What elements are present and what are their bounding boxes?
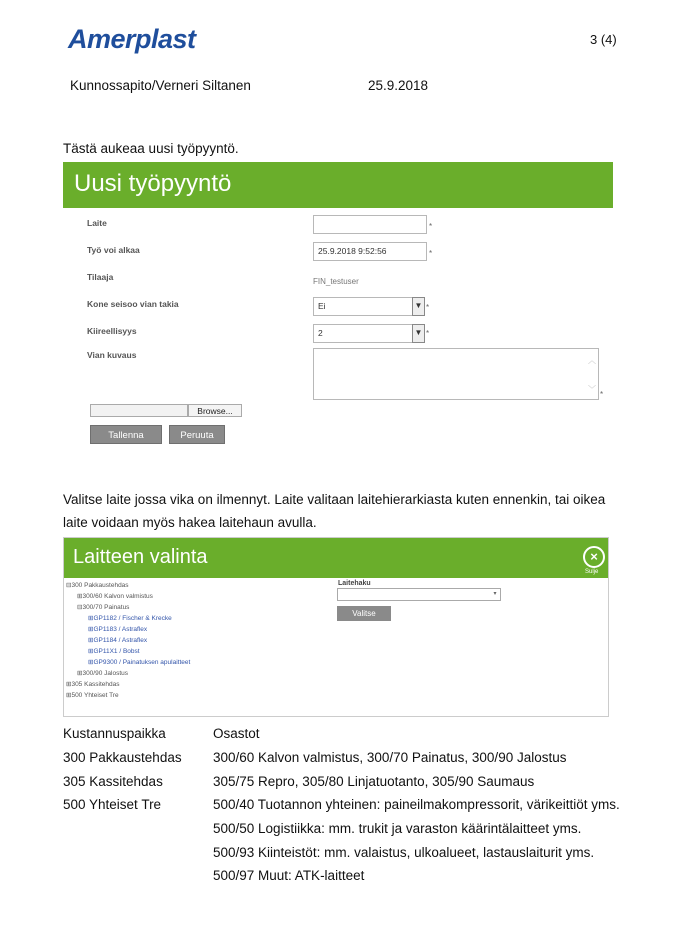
document-author: Kunnossapito/Verneri Siltanen — [70, 78, 251, 93]
valitse-button[interactable]: Valitse — [337, 606, 391, 621]
table-cell-departments: 500/50 Logistiikka: mm. trukit ja varaston käärintälaitteet yms. — [213, 821, 582, 836]
intro-text: Tästä aukeaa uusi työpyyntö. — [63, 141, 239, 156]
required-marker: * — [429, 222, 433, 231]
close-label: Sulje — [585, 569, 599, 575]
tree-node[interactable] — [66, 691, 119, 699]
table-cell-departments: 500/97 Muut: ATK-laitteet — [213, 868, 365, 883]
expand-icon[interactable]: ⊞ — [77, 670, 83, 677]
required-marker: * — [429, 249, 433, 258]
expand-icon[interactable]: ⊞ — [66, 681, 72, 688]
table-cell-departments: 500/40 Tuotannon yhteinen: paineilmakompressorit, värikeittiöt yms. — [213, 797, 620, 812]
tree-node[interactable] — [77, 603, 129, 611]
required-marker: * — [426, 303, 430, 312]
table-cell-cost-center: 300 Pakkaustehdas — [63, 750, 182, 765]
table-header-kustannuspaikka: Kustannuspaikka — [63, 726, 166, 741]
expand-icon[interactable]: ⊞ — [88, 626, 94, 633]
tree-node[interactable] — [88, 636, 147, 644]
expand-icon[interactable]: ⊞ — [88, 648, 94, 655]
tree-node[interactable] — [66, 581, 129, 589]
tree-node[interactable] — [88, 625, 147, 633]
kone-seisoo-value: Ei — [318, 301, 326, 311]
expand-icon[interactable]: ⊞ — [88, 637, 94, 644]
form-title: Uusi työpyyntö — [74, 170, 232, 197]
select-text-line1: Valitse laite jossa vika on ilmennyt. Laite valitaan laitehierarkiasta kuten ennenkin, tai oikea — [63, 492, 606, 507]
tree-node-label: GP1183 / Astraflex — [93, 626, 148, 633]
tree-node-label: 500 Yhteiset Tre — [71, 692, 119, 699]
page-number: 3 (4) — [590, 32, 617, 47]
tree-node[interactable] — [77, 592, 153, 600]
required-marker: * — [426, 329, 430, 338]
save-button[interactable]: Tallenna — [90, 425, 162, 444]
laite-label: Laite — [87, 218, 107, 228]
form-header — [63, 162, 613, 208]
tree-node-label: 305 Kassitehdas — [71, 681, 120, 688]
work-request-form — [63, 162, 613, 447]
browse-button[interactable]: Browse... — [188, 404, 242, 417]
tree-node-label: 300/60 Kalvon valmistus — [82, 593, 153, 600]
tree-node[interactable] — [88, 614, 172, 622]
vian-kuvaus-textarea[interactable] — [313, 348, 599, 400]
tree-node-label: 300/90 Jalostus — [82, 670, 128, 677]
kiireellisyys-label: Kiireellisyys — [87, 326, 137, 336]
tilaaja-label: Tilaaja — [87, 272, 114, 282]
table-cell-departments: 300/60 Kalvon valmistus, 300/70 Painatus, 300/90 Jalostus — [213, 750, 567, 765]
scroll-down-icon[interactable]: ﹀ — [588, 385, 596, 394]
chevron-down-icon[interactable]: ▼ — [412, 297, 425, 316]
cancel-button[interactable]: Peruuta — [169, 425, 225, 444]
tree-node-label: GP1184 / Astraflex — [93, 637, 148, 644]
tree-node[interactable] — [88, 658, 190, 666]
dialog-title: Laitteen valinta — [73, 546, 208, 568]
required-marker: * — [600, 390, 604, 399]
tree-node-label: 300/70 Painatus — [82, 604, 130, 611]
amerplast-logo: Amerplast — [68, 24, 196, 54]
expand-icon[interactable]: ⊞ — [88, 659, 94, 666]
tree-node-label: GP9300 / Painatuksen apulaitteet — [93, 659, 191, 666]
collapse-icon[interactable]: ⊟ — [66, 582, 72, 589]
expand-icon[interactable]: ⊞ — [77, 593, 83, 600]
table-cell-cost-center: 305 Kassitehdas — [63, 774, 163, 789]
laite-input[interactable] — [313, 215, 427, 234]
table-cell-departments: 305/75 Repro, 305/80 Linjatuotanto, 305/90 Saumaus — [213, 774, 535, 789]
file-path-field[interactable] — [90, 404, 188, 417]
dialog-header — [64, 538, 608, 578]
select-text-line2: laite voidaan myös hakea laitehaun avulla. — [63, 515, 317, 530]
laitehaku-label: Laitehaku — [338, 580, 371, 587]
table-cell-departments: 500/93 Kiinteistöt: mm. valaistus, ulkoalueet, lastauslaiturit yms. — [213, 845, 595, 860]
tree-node[interactable] — [66, 680, 120, 688]
chevron-down-icon[interactable]: ▼ — [412, 324, 425, 343]
table-header-osastot: Osastot — [213, 726, 260, 741]
tyo-voi-alkaa-label: Työ voi alkaa — [87, 245, 140, 255]
tilaaja-value: FIN_testuser — [313, 277, 359, 286]
start-time-input[interactable]: 25.9.2018 9:52:56 — [313, 242, 427, 261]
tree-node-label: GP11X1 / Bobst — [93, 648, 140, 655]
tree-node[interactable] — [77, 669, 128, 677]
vian-kuvaus-label: Vian kuvaus — [87, 350, 137, 360]
laitehaku-input[interactable] — [337, 588, 501, 601]
tree-node-label: 300 Pakkaustehdas — [71, 582, 129, 589]
tree-node[interactable] — [88, 647, 140, 655]
kiireellisyys-select[interactable] — [313, 324, 425, 343]
expand-icon[interactable]: ⊞ — [66, 692, 72, 699]
expand-icon[interactable]: ⊞ — [88, 615, 94, 622]
document-date: 25.9.2018 — [368, 78, 429, 93]
kiireellisyys-value: 2 — [318, 328, 323, 338]
scroll-up-icon[interactable]: ︿ — [588, 356, 596, 365]
kone-seisoo-label: Kone seisoo vian takia — [87, 299, 179, 309]
tree-node-label: GP1182 / Fischer & Krecke — [93, 615, 172, 622]
chevron-down-icon[interactable]: ▾ — [493, 591, 497, 597]
kone-seisoo-select[interactable] — [313, 297, 425, 316]
collapse-icon[interactable]: ⊟ — [77, 604, 83, 611]
table-cell-cost-center: 500 Yhteiset Tre — [63, 797, 162, 812]
device-selection-dialog — [63, 537, 609, 717]
close-icon[interactable]: × — [583, 546, 605, 568]
